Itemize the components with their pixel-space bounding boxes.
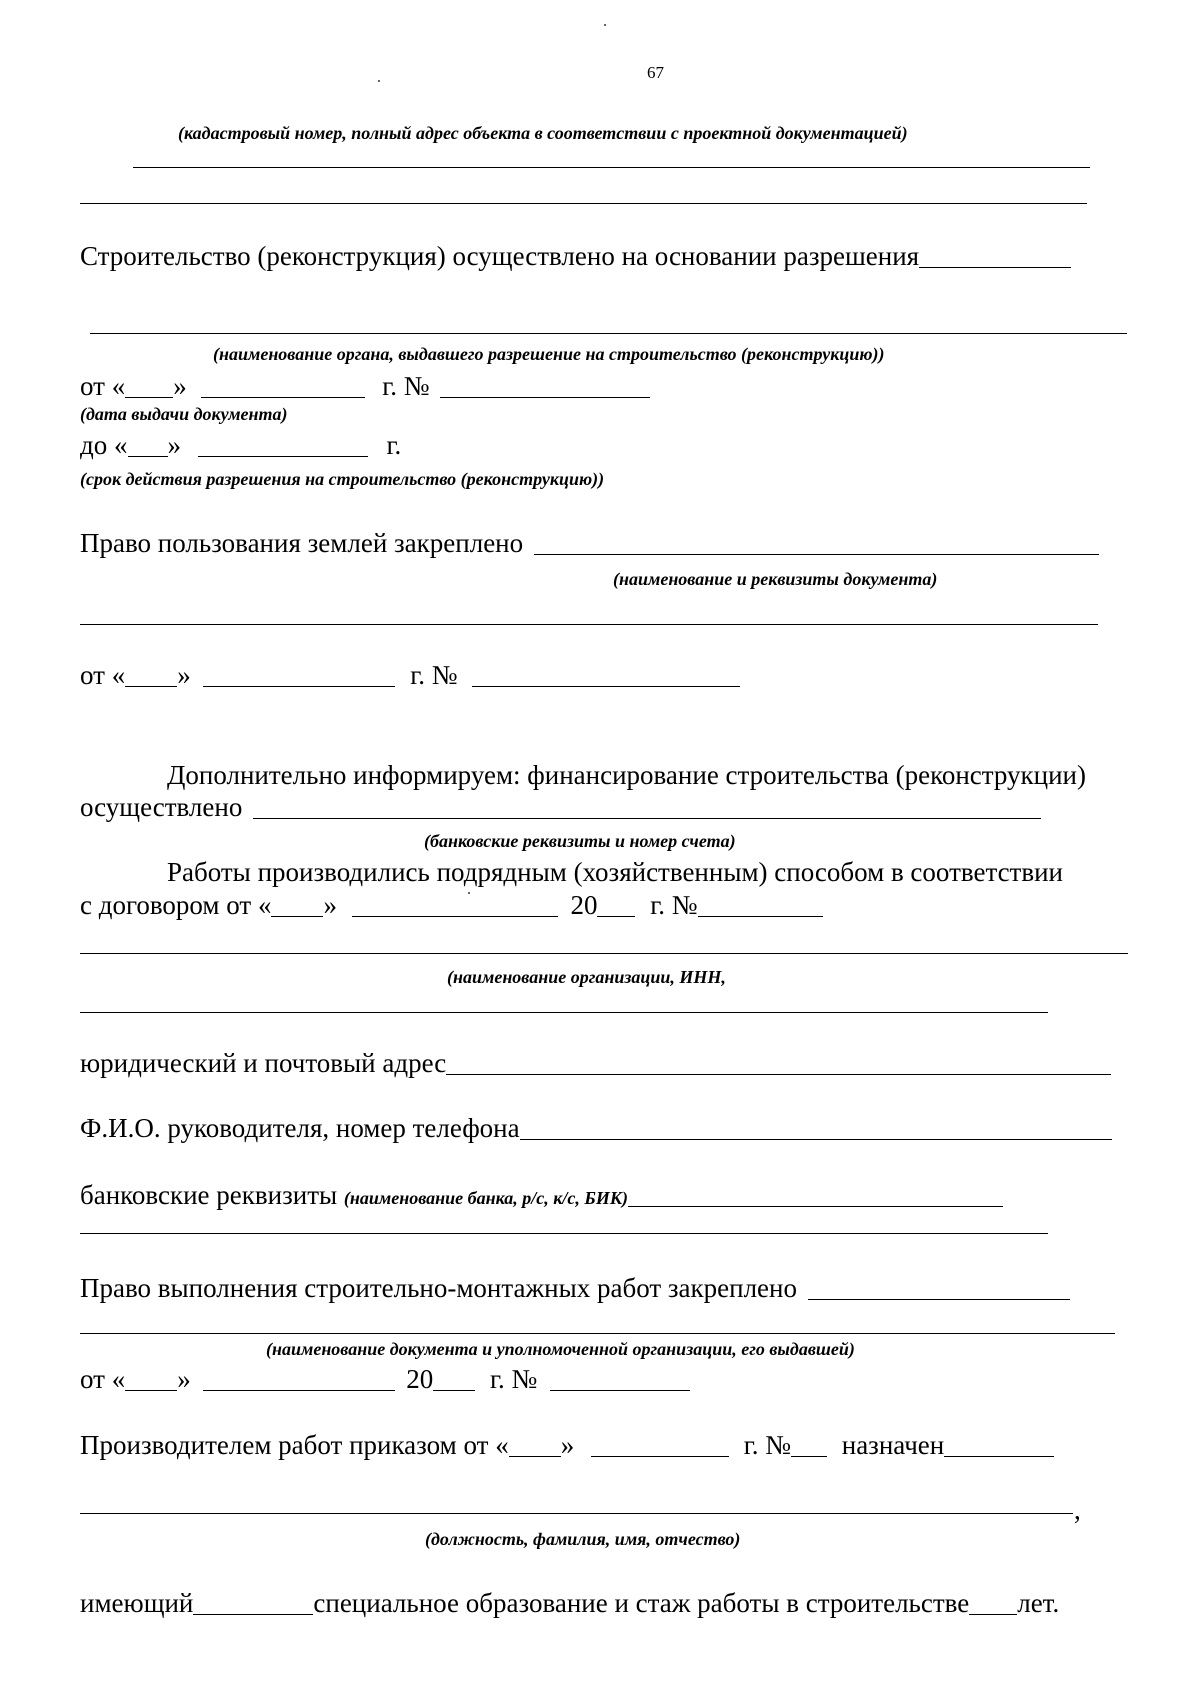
permit-date-row bbox=[80, 373, 650, 400]
land-doc-field[interactable] bbox=[534, 553, 1099, 555]
year-no-label: г. № bbox=[650, 890, 698, 920]
quote-close: » bbox=[173, 371, 187, 401]
caption-permit-org: (наименование органа, выдавшего разрешение на строительство (реконструкцию)) bbox=[213, 344, 885, 364]
year-no-label: г. № bbox=[410, 660, 458, 690]
scan-speck bbox=[378, 80, 380, 82]
year-no-label: г. № bbox=[382, 371, 430, 401]
month-field[interactable] bbox=[352, 915, 558, 917]
fill-line bbox=[80, 953, 1128, 954]
fill-line bbox=[80, 1333, 1115, 1334]
fill-line bbox=[80, 624, 1098, 625]
day-field[interactable] bbox=[125, 396, 173, 398]
order-row bbox=[80, 1432, 1054, 1459]
bank-details-label: банковские реквизиты bbox=[80, 1180, 338, 1210]
experience-row bbox=[80, 1590, 1059, 1617]
having-label: имеющий bbox=[80, 1588, 194, 1618]
day-field[interactable] bbox=[271, 915, 323, 917]
years-label: лет. bbox=[1017, 1588, 1060, 1618]
number-field[interactable] bbox=[472, 685, 740, 687]
financing-row bbox=[80, 794, 1041, 821]
fill-line bbox=[80, 1513, 1073, 1514]
page-number: 67 bbox=[647, 63, 664, 82]
bank-details-field[interactable] bbox=[628, 1205, 1003, 1207]
day-field[interactable] bbox=[125, 1389, 177, 1391]
year-label: г. bbox=[386, 430, 402, 460]
works-method: Работы производились подрядным (хозяйственным) способом в соответствии bbox=[167, 857, 1063, 887]
quote-close: » bbox=[560, 1430, 575, 1460]
sm-works-row bbox=[80, 1275, 1070, 1302]
comma: , bbox=[1074, 1495, 1081, 1525]
order-label: Производителем работ приказом от « bbox=[80, 1430, 509, 1460]
fill-line bbox=[133, 167, 1090, 168]
year-no-label: г. № bbox=[743, 1430, 791, 1460]
appointed-label: назначен bbox=[841, 1430, 945, 1460]
fill-line bbox=[80, 1233, 1048, 1234]
caption-validity: (срок действия разрешения на строительство (реконструкцию)) bbox=[80, 469, 605, 489]
number-field[interactable] bbox=[550, 1389, 690, 1391]
legal-address-label: юридический и почтовый адрес bbox=[80, 1048, 447, 1078]
month-field[interactable] bbox=[198, 455, 368, 457]
bank-details-row bbox=[80, 1182, 1003, 1209]
from-label: от « bbox=[80, 1364, 126, 1394]
from-label: от « bbox=[80, 660, 126, 690]
until-label: до « bbox=[80, 430, 128, 460]
appointee-field[interactable] bbox=[944, 1455, 1054, 1457]
contract-row bbox=[80, 892, 823, 919]
contract-from-label: с договором от « bbox=[80, 890, 272, 920]
permit-field[interactable] bbox=[919, 266, 1071, 268]
fill-line bbox=[90, 333, 1127, 334]
land-date-row bbox=[80, 662, 740, 689]
permit-intro bbox=[80, 243, 1071, 270]
number-field[interactable] bbox=[791, 1455, 827, 1457]
quote-close: » bbox=[177, 1364, 191, 1394]
education-label: специальное образование и стаж работы в строительстве bbox=[313, 1588, 970, 1618]
permit-intro-text: Строительство (реконструкция) осуществлено на основании разрешения bbox=[80, 241, 920, 271]
permit-until-row bbox=[80, 432, 401, 459]
land-right-row bbox=[80, 530, 1099, 557]
carried-out-label: осуществлено bbox=[80, 792, 243, 822]
sm-works-field[interactable] bbox=[808, 1298, 1070, 1300]
twenty-label: 20 bbox=[570, 890, 598, 920]
quote-close: » bbox=[323, 890, 337, 920]
quote-close: » bbox=[177, 660, 191, 690]
land-right-label: Право пользования землей закреплено bbox=[80, 528, 524, 558]
director-label: Ф.И.О. руководителя, номер телефона bbox=[80, 1113, 520, 1143]
year-field[interactable] bbox=[433, 1389, 475, 1391]
scan-speck bbox=[604, 24, 606, 26]
director-row bbox=[80, 1115, 1112, 1142]
sm-works-label: Право выполнения строительно-монтажных работ закреплено bbox=[80, 1273, 797, 1303]
director-field[interactable] bbox=[520, 1138, 1112, 1140]
additional-info: Дополнительно информируем: финансирование строительства (реконструкции) bbox=[167, 760, 1086, 790]
quote-close: » bbox=[167, 430, 181, 460]
sm-date-row bbox=[80, 1366, 690, 1393]
caption-bank: (банковские реквизиты и номер счета) bbox=[424, 831, 736, 851]
month-field[interactable] bbox=[201, 396, 365, 398]
financing-field[interactable] bbox=[253, 817, 1041, 819]
caption-sm-doc: (наименование документа и уполномоченной организации, его выдавшей) bbox=[266, 1339, 855, 1359]
caption-cadastral: (кадастровый номер, полный адрес объекта в соответствии с проектной документацией) bbox=[178, 123, 908, 143]
day-field[interactable] bbox=[509, 1455, 561, 1457]
day-field[interactable] bbox=[125, 685, 177, 687]
fill-line bbox=[80, 1012, 1048, 1013]
legal-address-field[interactable] bbox=[446, 1073, 1111, 1075]
legal-address-row bbox=[80, 1050, 1111, 1077]
fill-line bbox=[80, 203, 1087, 204]
year-field[interactable] bbox=[597, 915, 635, 917]
caption-issue-date: (дата выдачи документа) bbox=[80, 404, 288, 424]
number-field[interactable] bbox=[698, 915, 823, 917]
year-no-label: г. № bbox=[489, 1364, 538, 1394]
experience-years-field[interactable] bbox=[969, 1613, 1017, 1615]
month-field[interactable] bbox=[203, 685, 395, 687]
month-field[interactable] bbox=[591, 1455, 729, 1457]
day-field[interactable] bbox=[128, 455, 168, 457]
number-field[interactable] bbox=[440, 396, 650, 398]
caption-person: (должность, фамилия, имя, отчество) bbox=[425, 1529, 741, 1549]
twenty-label: 20 bbox=[406, 1364, 434, 1394]
caption-land-doc: (наименование и реквизиты документа) bbox=[613, 569, 938, 589]
month-field[interactable] bbox=[203, 1389, 395, 1391]
education-field[interactable] bbox=[193, 1613, 313, 1615]
from-label: от « bbox=[80, 371, 126, 401]
caption-contractor: (наименование организации, ИНН, bbox=[447, 967, 726, 987]
bank-details-hint: (наименование банка, р/с, к/с, БИК) bbox=[343, 1188, 629, 1208]
